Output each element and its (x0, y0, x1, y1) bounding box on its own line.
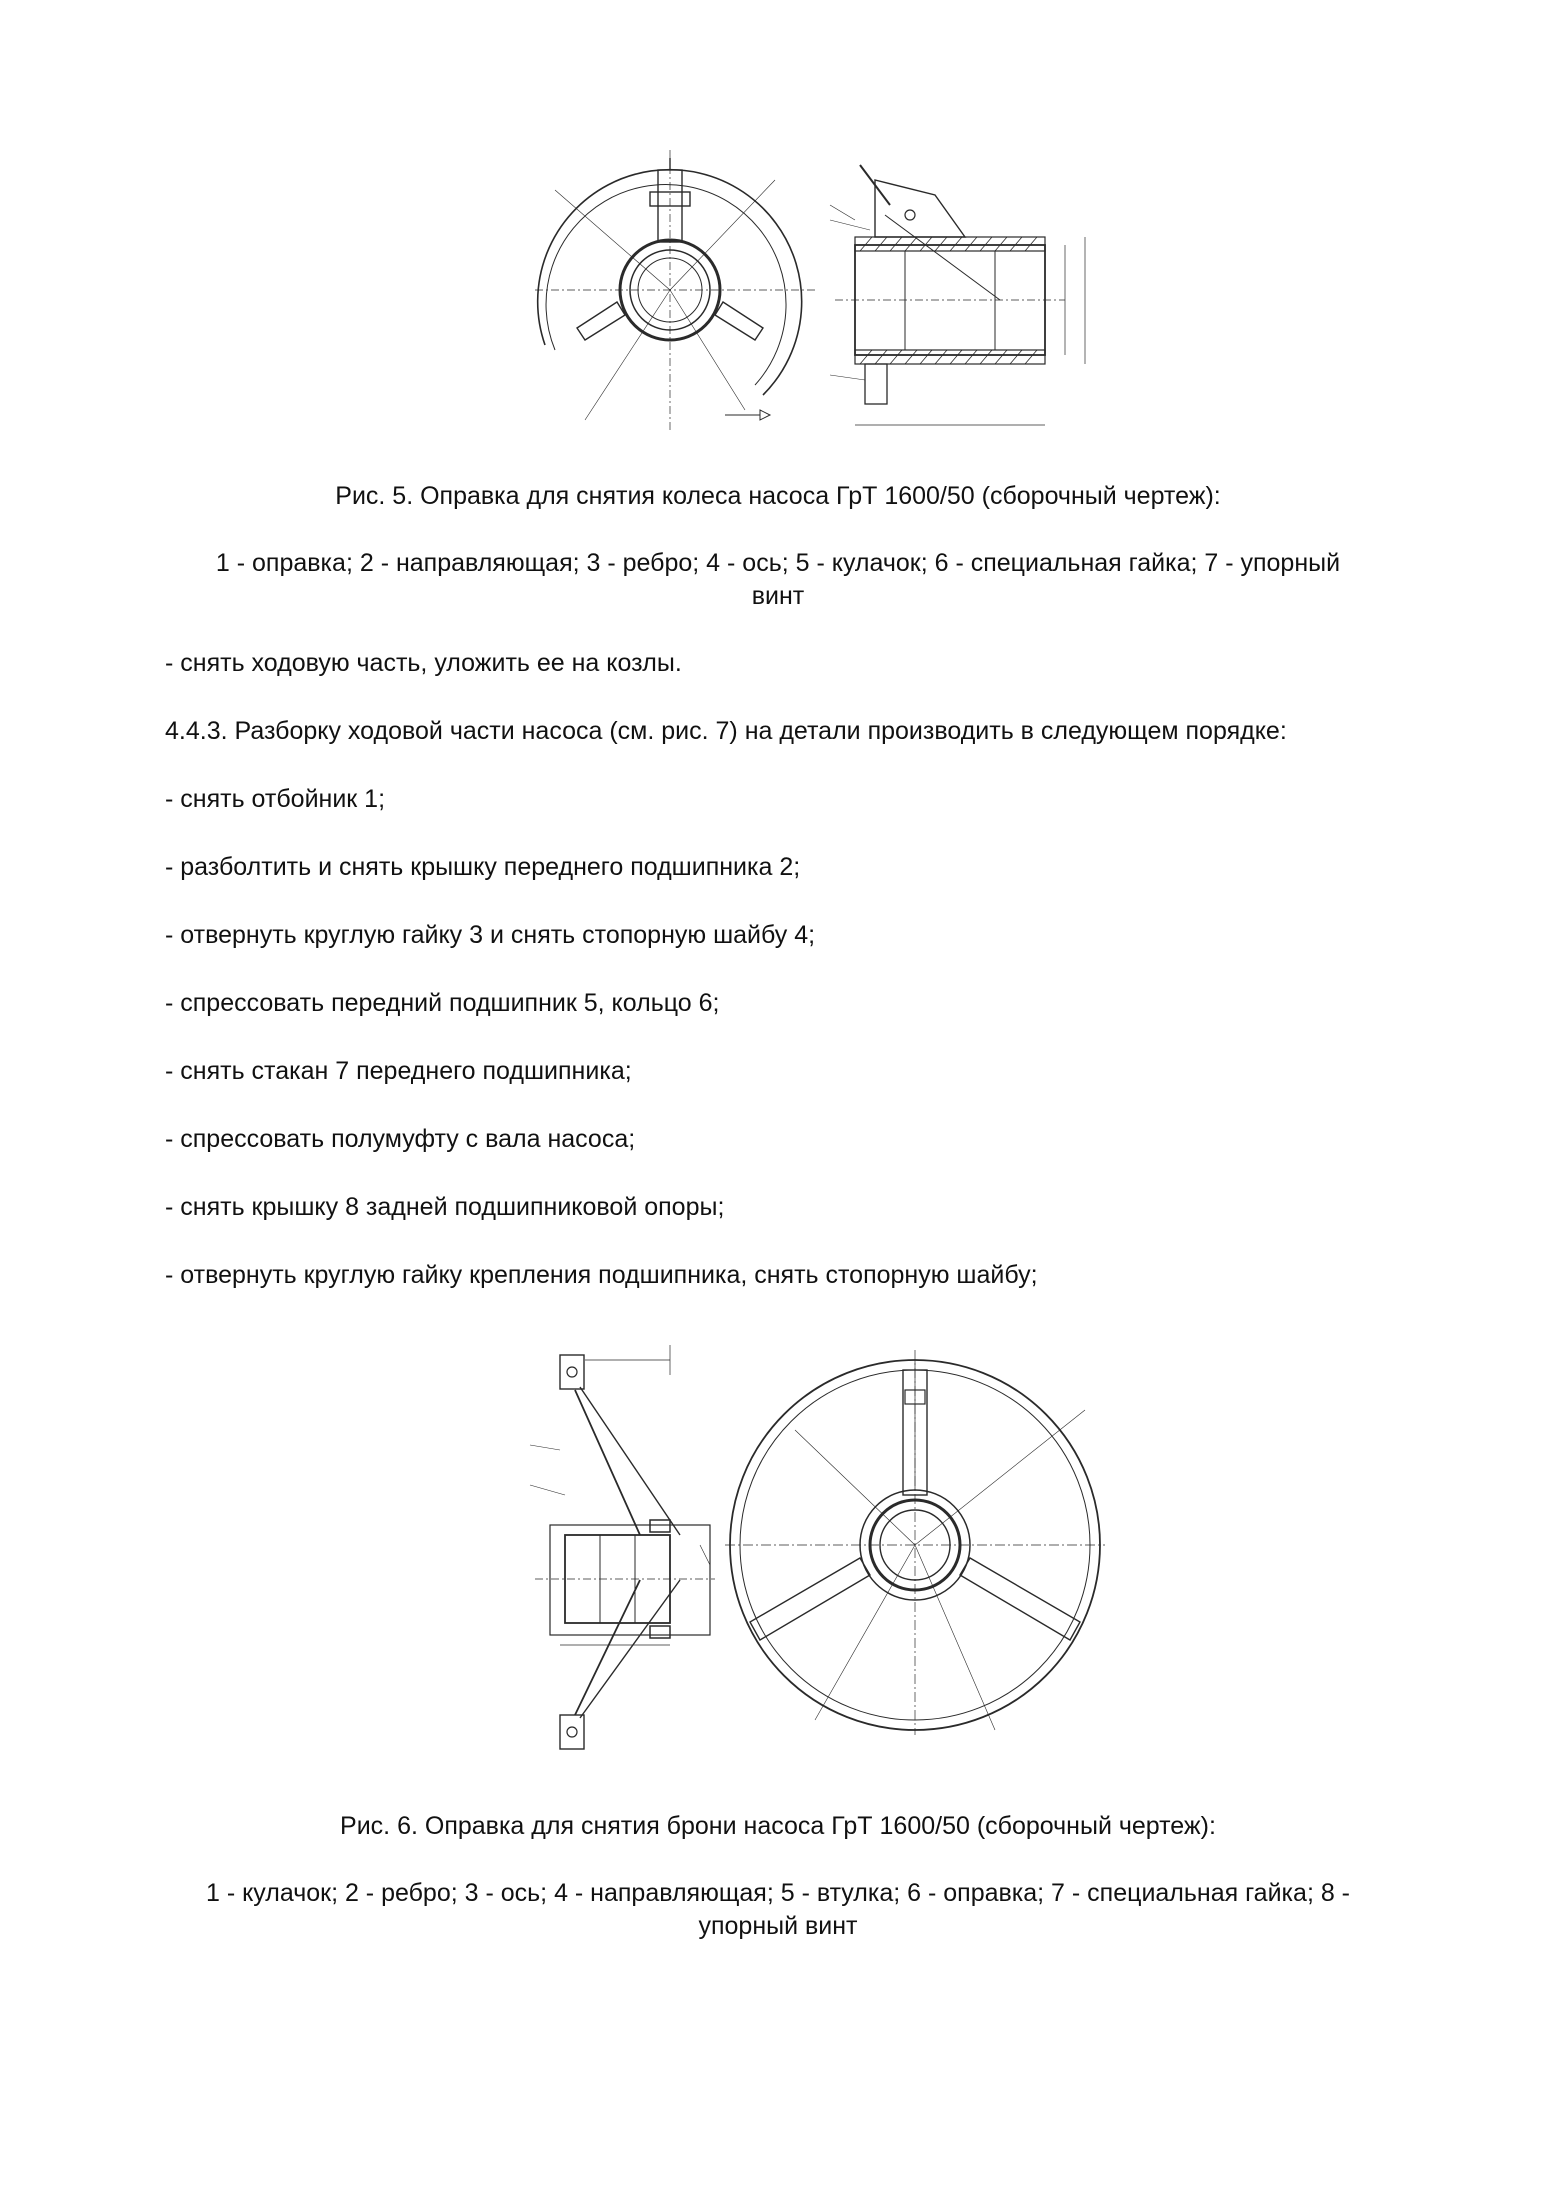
figure6-legend-line1: 1 - кулачок; 2 - ребро; 3 - ось; 4 - направляющая; 5 - втулка; 6 - оправка; 7 - специальная гайка; 8 - (205, 1879, 1351, 1907)
paragraph-9: - снять крышку 8 задней подшипниковой опоры; (165, 1193, 725, 1221)
figure6-side-drawing (520, 1335, 720, 1780)
figure6-front-view (715, 1340, 1105, 1740)
figure5-caption: Рис. 5. Оправка для снятия колеса насоса ГрТ 1600/50 (сборочный чертеж): (335, 482, 1221, 510)
figure6-legend-line2: упорный винт (698, 1912, 858, 1940)
left-rib (750, 1558, 870, 1640)
figure5-legend-line2: винт (751, 582, 805, 610)
figure5-legend-line1: 1 - оправка; 2 - направляющая; 3 - ребро; 4 - ось; 5 - кулачок; 6 - специальная гайка; 7 - упорный (215, 549, 1341, 577)
paragraph-10: - отвернуть круглую гайку крепления подшипника, снять стопорную шайбу; (165, 1261, 1038, 1289)
figure6-caption: Рис. 6. Оправка для снятия брони насоса ГрТ 1600/50 (сборочный чертеж): (340, 1812, 1216, 1840)
top-bracket (875, 180, 965, 237)
paragraph-6: - спрессовать передний подшипник 5, кольцо 6; (165, 989, 720, 1017)
paragraph-4: - разболтить и снять крышку переднего подшипника 2; (165, 853, 801, 881)
figure6-front-drawing (715, 1340, 1105, 1740)
top-clamp (560, 1355, 584, 1389)
paragraph-5: - отвернуть круглую гайку 3 и снять стопорную шайбу 4; (165, 921, 816, 949)
figure5-section-view (825, 145, 1105, 440)
paragraph-3: - снять отбойник 1; (165, 785, 386, 813)
right-rib (960, 1558, 1080, 1640)
figure5-front-drawing (525, 140, 825, 440)
right-rib (715, 302, 763, 340)
figure6-side-view (520, 1335, 720, 1780)
paragraph-2: 4.4.3. Разборку ходовой части насоса (см. рис. 7) на детали производить в следующем порядке: (165, 717, 1287, 745)
central-sleeve (550, 1525, 710, 1635)
bottom-clamp (560, 1715, 584, 1749)
figure5-section-drawing (825, 145, 1105, 440)
paragraph-8: - спрессовать полумуфту с вала насоса; (165, 1125, 636, 1153)
paragraph-7: - снять стакан 7 переднего подшипника; (165, 1057, 632, 1085)
figure5-front-view (525, 140, 825, 440)
paragraph-1: - снять ходовую часть, уложить ее на козлы. (165, 649, 682, 677)
left-rib (577, 302, 625, 340)
